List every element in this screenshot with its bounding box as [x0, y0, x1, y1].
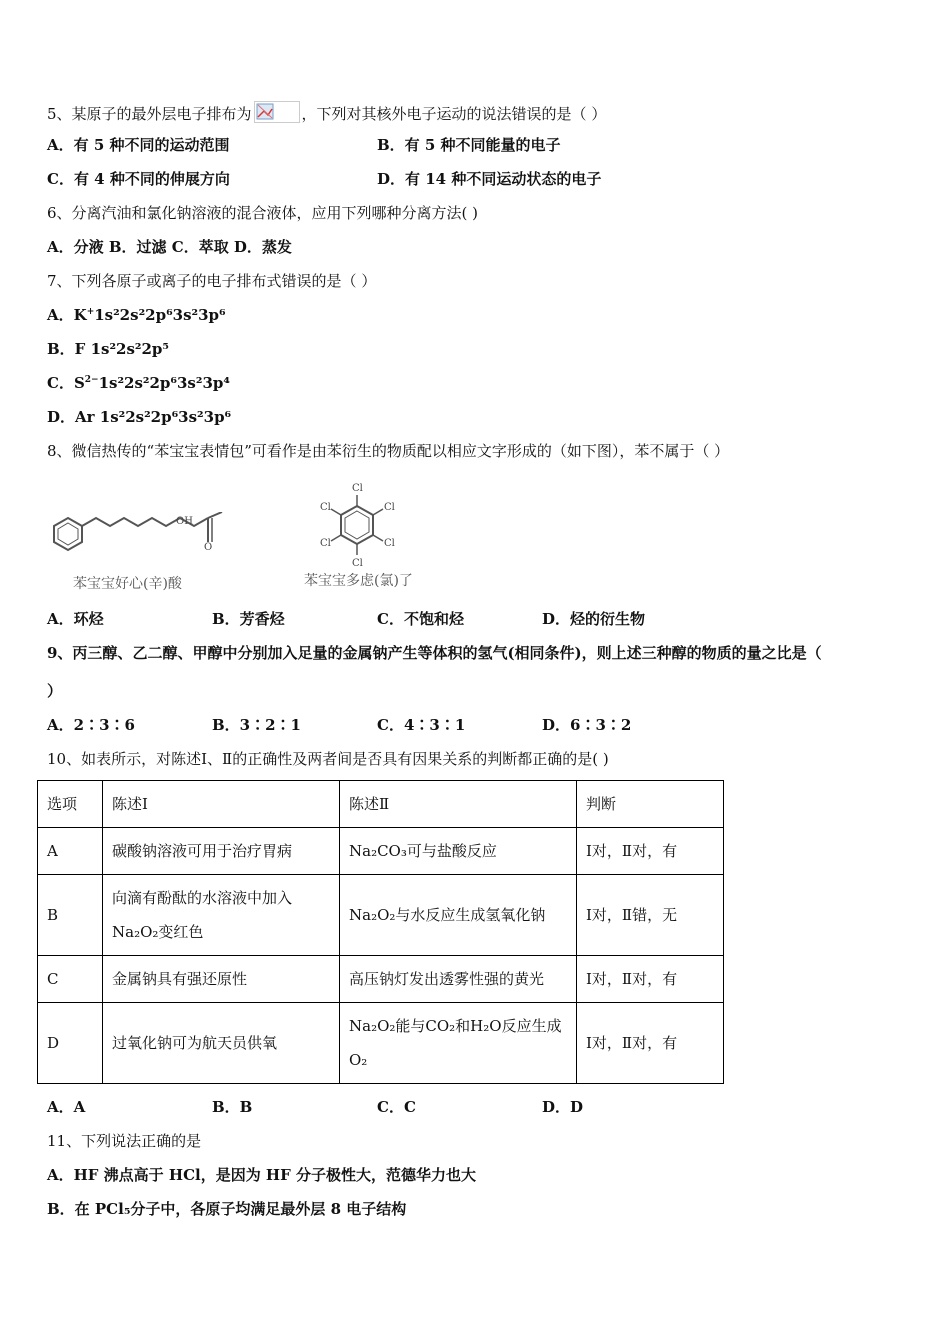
table-cell: Ⅰ对，Ⅱ错，无	[577, 875, 724, 956]
q9-option-a[interactable]: A．2∶3∶6	[47, 716, 135, 734]
q5-option-b[interactable]: B．有 5 种不同能量的电子	[377, 136, 561, 154]
q5-option-a[interactable]: A．有 5 种不同的运动范围	[47, 136, 230, 154]
q6-stem: 6、分离汽油和氯化钠溶液的混合液体，应用下列哪种分离方法( )	[47, 204, 479, 222]
broken-image-icon	[254, 101, 300, 123]
cl-label-top-left: Cl	[320, 502, 331, 513]
q7-option-a[interactable]: A．K+1s²2s²2p⁶3s²3p⁶	[47, 306, 226, 324]
table-cell: 过氧化钠可为航天员供氧	[103, 1003, 340, 1084]
table-header-row	[38, 781, 724, 828]
table-row	[38, 956, 724, 1003]
table-cell: C	[38, 956, 103, 1003]
q5-option-c[interactable]: C．有 4 种不同的伸展方向	[47, 170, 230, 188]
q8-option-a[interactable]: A．环烃	[47, 610, 104, 628]
table-cell: 高压钠灯发出透雾性强的黄光	[340, 956, 577, 1003]
table-row	[38, 875, 724, 956]
fig1-o-label: O	[204, 542, 213, 553]
q11-option-b[interactable]: B．在 PCl₅分子中，各原子均满足最外层 8 电子结构	[47, 1200, 407, 1218]
q11-stem: 11、下列说法正确的是	[47, 1132, 202, 1150]
q7-option-b[interactable]: B．F 1s²2s²2p⁵	[47, 340, 169, 358]
cl-label-bottom-left: Cl	[320, 538, 331, 549]
q5-stem-part2: ，下列对其核外电子运动的说法错误的是（ ）	[301, 105, 607, 123]
cl-label-top-right: Cl	[384, 502, 395, 513]
table-cell: B	[38, 875, 103, 956]
table-cell: A	[38, 828, 103, 875]
q5-stem	[47, 101, 606, 124]
table-cell: Na₂O₂能与CO₂和H₂O反应生成O₂	[340, 1003, 577, 1084]
table-cell: 金属钠具有强还原性	[103, 956, 340, 1003]
table-cell: Ⅰ对，Ⅱ对，有	[577, 956, 724, 1003]
q7-option-d[interactable]: D．Ar 1s²2s²2p⁶3s²3p⁶	[47, 408, 232, 426]
q5-stem-part1: 5、某原子的最外层电子排布为	[47, 105, 252, 123]
table-row	[38, 828, 724, 875]
octanoic-acid-structure	[48, 512, 248, 566]
table-row	[38, 1003, 724, 1084]
table-cell: 碳酸钠溶液可用于治疗胃病	[103, 828, 340, 875]
q10-stem: 10、如表所示，对陈述Ⅰ、Ⅱ的正确性及两者间是否具有因果关系的判断都正确的是( )	[47, 750, 609, 768]
table-cell: Na₂O₂与水反应生成氢氧化钠	[340, 875, 577, 956]
cl-label-bottom-right: Cl	[384, 538, 395, 549]
table-cell: Ⅰ对，Ⅱ对，有	[577, 1003, 724, 1084]
q8-option-c[interactable]: C．不饱和烃	[377, 610, 464, 628]
q10-option-b[interactable]: B．B	[212, 1098, 253, 1116]
q7-option-c[interactable]: C．$S^{2-}1s^22s^22p^63s^23p^4$	[47, 374, 230, 392]
q9-option-b[interactable]: B．3∶2∶1	[212, 716, 301, 734]
table-cell: Ⅰ对，Ⅱ对，有	[577, 828, 724, 875]
cl-label-top: Cl	[352, 483, 363, 494]
fig1-caption: 苯宝宝好心(辛)酸	[73, 576, 182, 592]
q10-option-a[interactable]: A．A	[47, 1098, 86, 1116]
q9-stem: 9、丙三醇、乙二醇、甲醇中分别加入足量的金属钠产生等体积的氢气(相同条件)，则上述三种醇的物质的量之比是（	[47, 644, 822, 662]
q10-table	[37, 780, 724, 1084]
q8-option-d[interactable]: D．烃的衍生物	[542, 610, 646, 628]
header-cell: 陈述Ⅱ	[340, 781, 577, 828]
table-cell: Na₂CO₃可与盐酸反应	[340, 828, 577, 875]
q11-option-a[interactable]: A．HF 沸点高于 HCl，是因为 HF 分子极性大，范德华力也大	[47, 1166, 476, 1184]
table-cell: D	[38, 1003, 103, 1084]
q9-option-c[interactable]: C．4∶3∶1	[377, 716, 466, 734]
table-cell: 向滴有酚酞的水溶液中加入Na₂O₂变红色	[103, 875, 340, 956]
q10-option-d[interactable]: D．D	[542, 1098, 584, 1116]
q7-stem: 7、下列各原子或离子的电子排布式错误的是（ ）	[47, 272, 377, 290]
header-cell: 选项	[38, 781, 103, 828]
q5-option-d[interactable]: D．有 14 种不同运动状态的电子	[377, 170, 602, 188]
q9-option-d[interactable]: D．6∶3∶2	[542, 716, 632, 734]
q8-option-b[interactable]: B．芳香烃	[212, 610, 285, 628]
cl-label-bottom: Cl	[352, 558, 363, 569]
q6-options[interactable]: A．分液 B．过滤 C．萃取 D．蒸发	[47, 238, 292, 256]
q9-stem-tail: ）	[47, 682, 63, 700]
header-cell: 判断	[577, 781, 724, 828]
q10-option-c[interactable]: C．C	[377, 1098, 416, 1116]
header-cell: 陈述Ⅰ	[103, 781, 340, 828]
q8-stem: 8、微信热传的“苯宝宝表情包”可看作是由苯衍生的物质配以相应文字形成的（如下图），苯不属于（ ）	[47, 442, 730, 460]
fig1-oh-label: OH	[176, 516, 193, 527]
fig2-caption: 苯宝宝多虑(氯)了	[304, 573, 413, 589]
